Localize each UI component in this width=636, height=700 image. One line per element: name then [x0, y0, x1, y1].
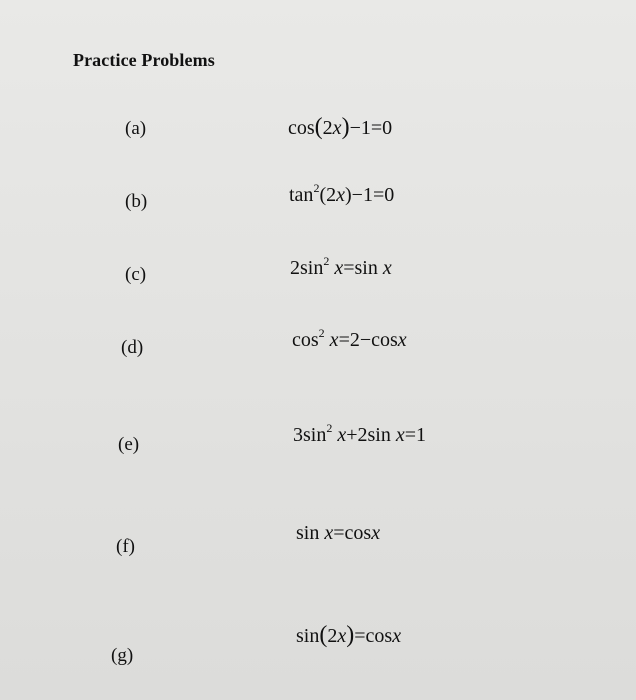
problem-equation-d: $\cos^2 x=2-\cos x$ [292, 326, 407, 351]
problem-label-e: (e) [118, 434, 140, 455]
problem-equation-g: sin(2x)=cosx [296, 622, 402, 648]
problem-label-b: (b) [125, 191, 148, 212]
problem-equation-a: cos(2x)−1=0 [288, 114, 393, 140]
problem-label-c: (c) [125, 264, 147, 285]
problem-label-a: (a) [125, 118, 147, 139]
problem-equation-c: $2\sin^2$ x=sin x [290, 254, 392, 279]
problem-label-d: (d) [121, 337, 144, 358]
problem-label-f: (f) [116, 536, 135, 557]
problem-label-g: (g) [111, 645, 134, 666]
page-title: Practice Problems [73, 50, 215, 70]
problem-equation-f: sin x=cosx [296, 522, 381, 544]
problem-equation-b: $\tan^2(2x)-1=0$ [289, 181, 395, 206]
problem-equation-e: $3\sin^2$ x+2sin x=1 [293, 421, 427, 446]
